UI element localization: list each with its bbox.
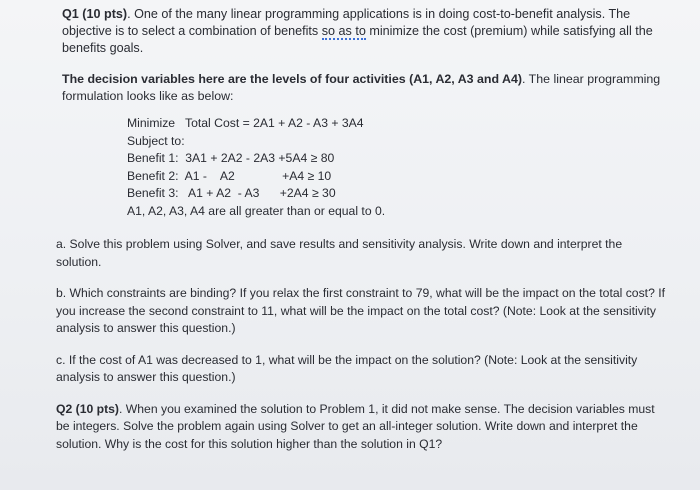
question-2-label: Q2 (10 pts): [56, 401, 119, 416]
subject-to-line: Subject to:: [127, 133, 185, 148]
part-a-prompt: a. Solve this problem using Solver, and save results and sensitivity analysis. Write down and interpret the solution.: [56, 237, 623, 269]
objective-line: Minimize Total Cost = 2A1 + A2 - A3 + 3A4: [127, 116, 364, 130]
question-1-text-a: . One of the many linear programming applications is in doing cost-to-benefit analysis. The objective is to select a combination of benefits: [62, 7, 631, 38]
question-1-text-b: minimize the cost (premium) while satisfying all the benefits goals.: [62, 24, 653, 55]
question-2-prompt: [56, 401, 670, 454]
question-1-label: Q1 (10 pts): [62, 7, 128, 21]
benefit-1-constraint: Benefit 1: 3A1 + 2A2 - 2A3 +5A4 ≥ 80: [127, 151, 335, 165]
question-1-prompt: [62, 6, 670, 57]
benefit-3-constraint: Benefit 3: A1 + A2 - A3 +2A4 ≥ 30: [127, 186, 336, 200]
part-b-prompt: b. Which constraints are binding? If you relax the first constraint to 79, what will be the impact on the total cost? If you increase the second constraint to 11, what will be the impact on the total cost? (Note: Look at the sensitivity analysis to answer this question.): [56, 286, 666, 335]
part-c-prompt: c. If the cost of A1 was decreased to 1, what will be the impact on the solution? (Note: Look at the sensitivity analysis to answer this question.): [56, 352, 638, 384]
so-as-to-phrase: so as to: [321, 24, 366, 38]
non-negativity-constraint: A1, A2, A3, A4 are all greater than or equal to 0.: [127, 203, 386, 218]
intro-bold: The decision variables here are the levels of four activities (A1, A2, A3 and A4): [62, 72, 522, 86]
benefit-2-constraint: Benefit 2: A1 - A2 +A4 ≥ 10: [127, 168, 332, 183]
decision-variables-intro: [62, 71, 670, 105]
intro-rest: . The linear programming formulation looks like as below:: [62, 72, 661, 103]
question-2-text: . When you examined the solution to Problem 1, it did not make sense. The decision variables must be integers. Solve the problem again using Solver to get an all-integer solution. Write down and interpret the solution. Why is the cost for this solution higher than the solution in Q1?: [56, 401, 655, 451]
lp-formulation: [127, 115, 670, 220]
